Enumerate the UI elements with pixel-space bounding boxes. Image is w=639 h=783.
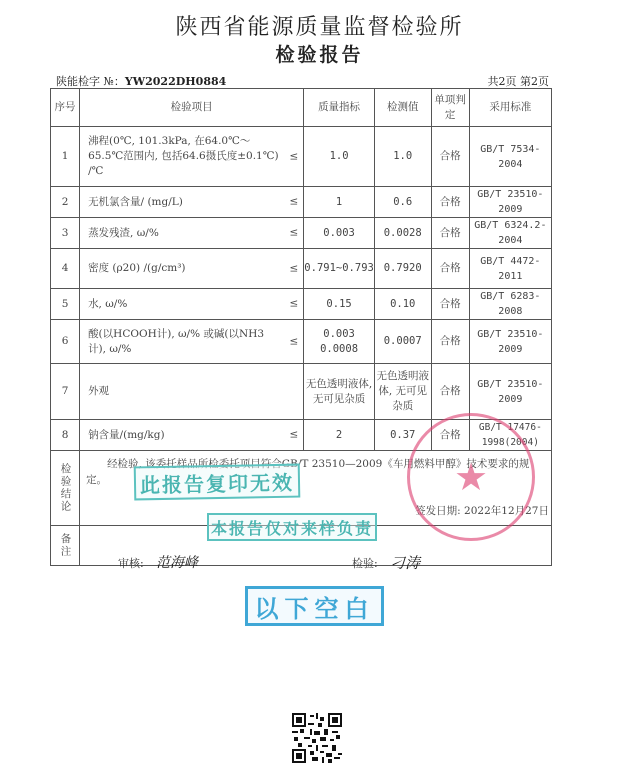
spec-value: 无色透明液体, 无可见杂质 — [304, 364, 375, 420]
inspector-label: 检验: — [352, 557, 378, 570]
spec-value: 0.003 — [304, 218, 375, 249]
standard: GB/T 23510-2009 — [469, 364, 551, 420]
remarks-label: 备注 — [51, 526, 80, 566]
standard: GB/T 23510-2009 — [469, 320, 551, 364]
table-row — [51, 127, 552, 187]
test-item-text: 沸程(0℃, 101.3kPa, 在64.0℃～65.5℃范围内, 包括64.6摄氏度±0.1℃) /℃ — [88, 135, 279, 177]
row-number: 5 — [51, 289, 80, 320]
column-header: 检验项目 — [80, 89, 304, 127]
row-number: 6 — [51, 320, 80, 364]
conclusion-label: 检验结论 — [51, 451, 80, 526]
measured-value: 0.6 — [374, 187, 431, 218]
table-row — [51, 218, 552, 249]
report-number — [56, 73, 226, 89]
measured-value: 0.10 — [374, 289, 431, 320]
judgement: 合格 — [431, 289, 469, 320]
spec-value: 0.003 0.0008 — [304, 320, 375, 364]
report-number-value: YW2022DH0884 — [124, 75, 227, 88]
spec-value: 1 — [304, 187, 375, 218]
measured-value: 1.0 — [374, 127, 431, 187]
judgement: 合格 — [431, 249, 469, 289]
report-title: 检验报告 — [275, 44, 364, 66]
row-number: 8 — [51, 420, 80, 451]
column-header: 检测值 — [374, 89, 431, 127]
test-item-text: 酸(以HCOOH计), ω/% 或碱(以NH3计), ω/% — [88, 327, 265, 355]
standard: GB/T 17476-1998(2004) — [469, 420, 551, 451]
measured-value: 0.7920 — [374, 249, 431, 289]
report-number-prefix: 陕能检字 №： — [56, 75, 125, 88]
page-indicator: 共2页 第2页 — [487, 75, 549, 88]
judgement: 合格 — [431, 218, 469, 249]
conclusion-text: 经检验, 该委托样品所检委托项目符合GB/T 23510—2009《车用燃料甲醇》技术要求的规定。 — [86, 458, 530, 486]
judgement: 合格 — [431, 364, 469, 420]
test-item — [80, 364, 304, 420]
spec-value: 2 — [304, 420, 375, 451]
reviewer-name: 范海峰 — [156, 555, 198, 571]
le-symbol: ≤ — [289, 195, 299, 208]
measured-value: 0.0028 — [374, 218, 431, 249]
le-symbol: ≤ — [289, 335, 299, 347]
inspector-signature — [352, 554, 421, 572]
standard: GB/T 4472-2011 — [469, 249, 551, 289]
row-number: 7 — [51, 364, 80, 420]
reviewer-label: 审核: — [118, 557, 144, 570]
table-row — [51, 187, 552, 218]
test-item — [80, 320, 304, 364]
test-item — [80, 289, 304, 320]
column-header: 单项判定 — [431, 89, 469, 127]
official-seal — [407, 413, 535, 541]
le-symbol: ≤ — [289, 226, 299, 239]
spec-value: 0.15 — [304, 289, 375, 320]
standard: GB/T 6324.2-2004 — [469, 218, 551, 249]
measured-value: 0.37 — [374, 420, 431, 451]
column-header: 序号 — [51, 89, 80, 127]
test-item — [80, 127, 304, 187]
column-header: 采用标准 — [469, 89, 551, 127]
standard: GB/T 7534-2004 — [469, 127, 551, 187]
row-number: 3 — [51, 218, 80, 249]
sign-date: 签发日期: 2022年12月27日 — [415, 505, 549, 517]
inspector-name: 刁涛 — [390, 554, 421, 572]
star-icon: ★ — [453, 455, 489, 499]
measured-value: 无色透明液体, 无可见杂质 — [374, 364, 431, 420]
table-row — [51, 320, 552, 364]
spec-value: 1.0 — [304, 127, 375, 187]
judgement: 合格 — [431, 320, 469, 364]
measured-value: 0.0007 — [374, 320, 431, 364]
judgement: 合格 — [431, 187, 469, 218]
table-row — [51, 289, 552, 320]
judgement: 合格 — [431, 127, 469, 187]
test-item-text: 无机氯含量/ (mg/L) — [88, 195, 183, 208]
row-number: 4 — [51, 249, 80, 289]
test-item-text: 钠含量/(mg/kg) — [88, 428, 165, 441]
le-symbol: ≤ — [289, 297, 299, 310]
organization-title: 陕西省能源质量监督检验所 — [175, 15, 464, 40]
test-item — [80, 420, 304, 451]
qr-code-icon — [292, 713, 342, 763]
blank-below-stamp: 以下空白 — [245, 586, 384, 626]
le-symbol: ≤ — [289, 428, 299, 441]
spec-value: 0.791~0.793 — [304, 249, 375, 289]
reviewer-signature — [118, 555, 198, 571]
row-number: 2 — [51, 187, 80, 218]
le-symbol: ≤ — [289, 262, 299, 274]
table-row — [51, 249, 552, 289]
test-item — [80, 187, 304, 218]
test-item-text: 外观 — [88, 385, 110, 397]
copy-invalid-stamp: 此报告复印无效 — [134, 464, 301, 501]
standard: GB/T 6283-2008 — [469, 289, 551, 320]
test-item-text: 水, ω/% — [88, 297, 128, 310]
test-item — [80, 218, 304, 249]
test-item-text: 蒸发残渣, ω/% — [88, 226, 159, 239]
test-item — [80, 249, 304, 289]
column-header: 质量指标 — [304, 89, 375, 127]
table-header-row — [51, 89, 552, 127]
row-number: 1 — [51, 127, 80, 187]
judgement: 合格 — [431, 420, 469, 451]
sample-responsibility-stamp: 本报告仅对来样负责 — [207, 513, 377, 541]
test-item-text: 密度 (ρ20) /(g/cm³) — [88, 262, 186, 274]
table-row — [51, 364, 552, 420]
standard: GB/T 23510-2009 — [469, 187, 551, 218]
le-symbol: ≤ — [289, 150, 299, 162]
